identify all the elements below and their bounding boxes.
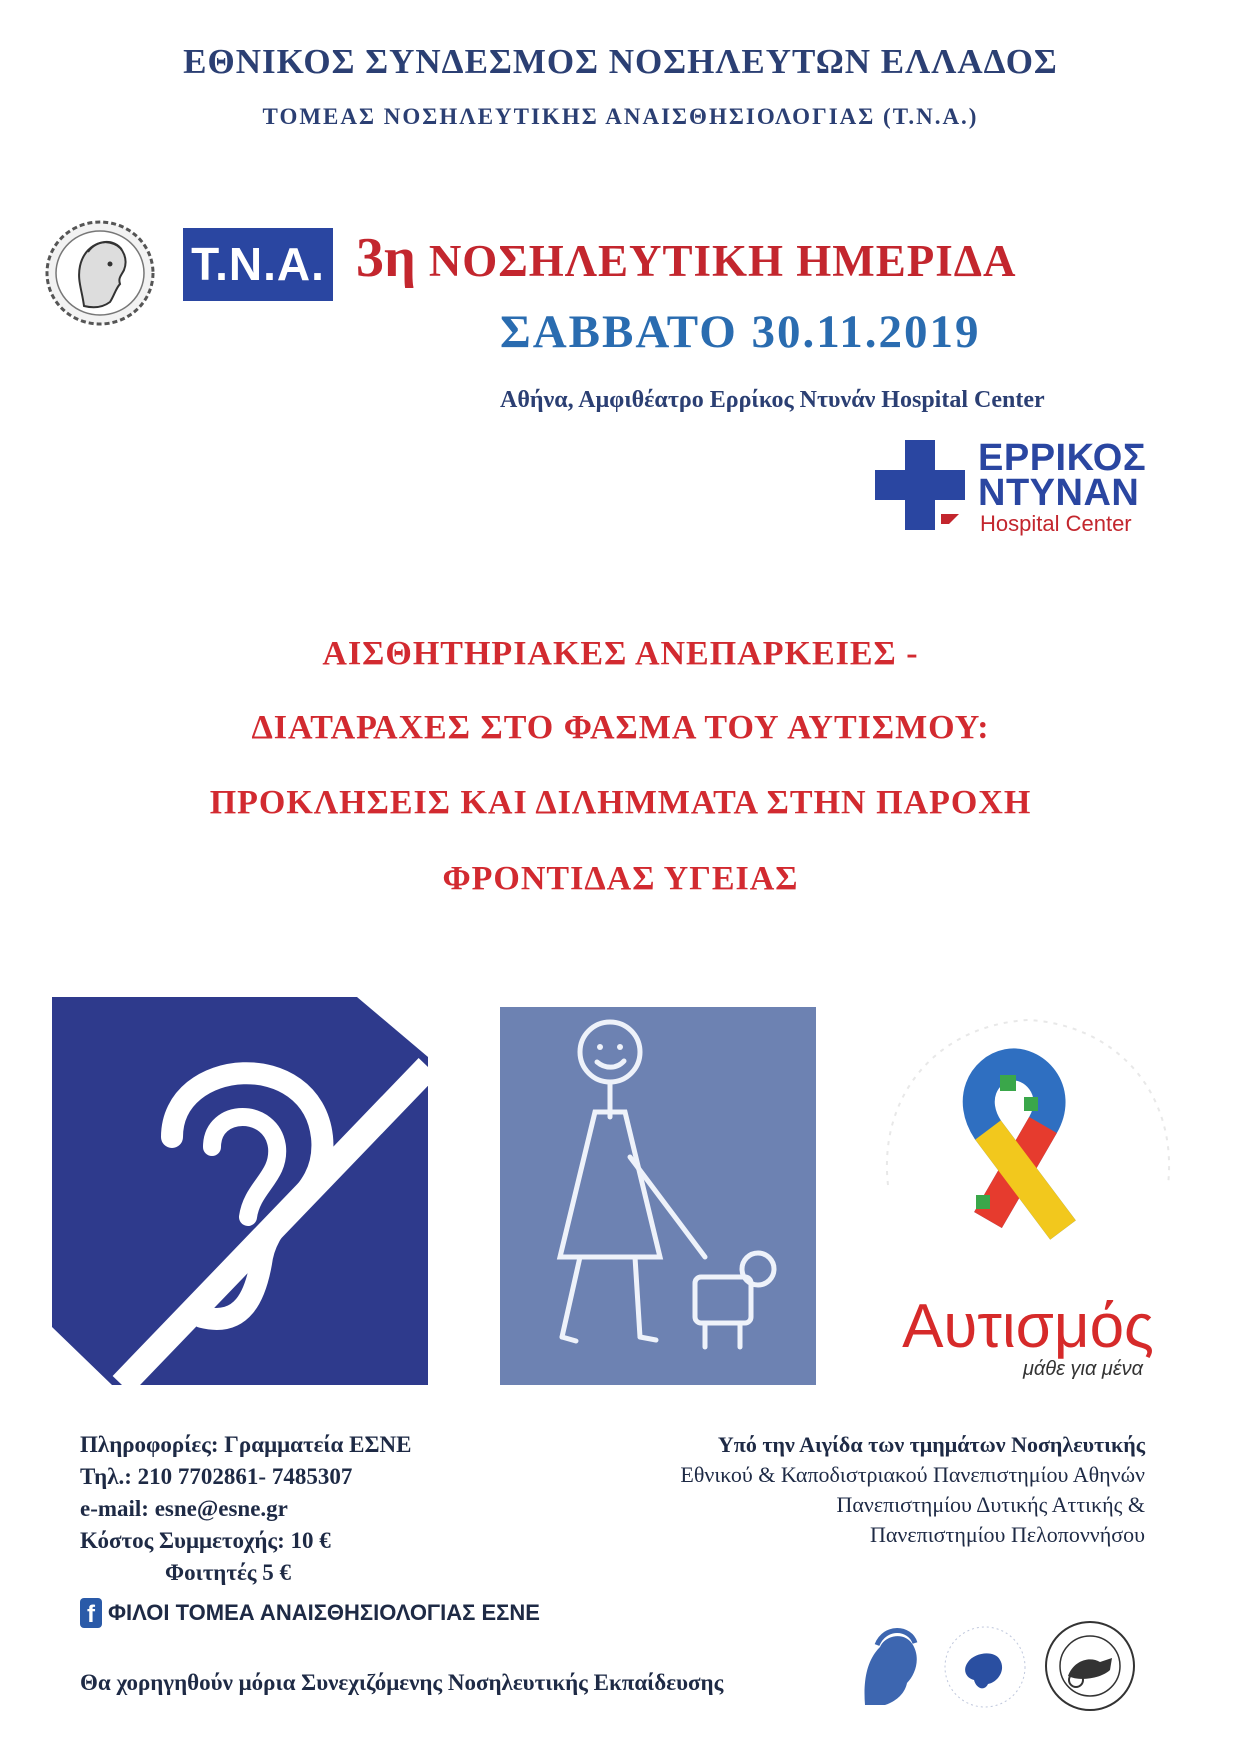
topic-line-3: ΠΡΟΚΛΗΣΕΙΣ ΚΑΙ ΔΙΛΗΜΜΑΤΑ ΣΤΗΝ ΠΑΡΟΧΗ [209, 784, 1032, 821]
info-email[interactable]: e-mail: esne@esne.gr [80, 1496, 288, 1521]
hospital-name-line2: ΝΤΥΝΑΝ [978, 472, 1140, 514]
patronage-line-2: Εθνικού & Καποδιστριακού Πανεπιστημίου Αθηνών [680, 1462, 1145, 1487]
info-student-fee: Φοιτητές 5 € [165, 1560, 291, 1585]
autism-word: Αυτισμός [902, 1292, 1154, 1361]
event-date: ΣΑΒΒΑΤΟ 30.11.2019 [500, 306, 981, 358]
patronage-line-1: Υπό την Αιγίδα των τμημάτων Νοσηλευτικής [717, 1432, 1145, 1457]
event-number: 3η [356, 227, 416, 289]
topic-line-2: ΔΙΑΤΑΡΑΧΕΣ ΣΤΟ ΦΑΣΜΑ ΤΟΥ ΑΥΤΙΣΜΟΥ: [251, 709, 990, 746]
event-title [356, 226, 1017, 290]
info-fee: Κόστος Συμμετοχής: 10 € [80, 1528, 331, 1553]
hospital-cross-icon [875, 440, 965, 530]
child-with-guide-dog-drawing [500, 1007, 816, 1385]
peloponnese-university-logo [1040, 1618, 1140, 1714]
autism-awareness-logo [848, 1005, 1208, 1385]
organization-name: ΕΘΝΙΚΟΣ ΣΥΝΔΕΣΜΟΣ ΝΟΣΗΛΕΥΤΩΝ ΕΛΛΑΔΟΣ [183, 42, 1058, 81]
event-venue: Αθήνα, Αμφιθέατρο Ερρίκος Ντυνάν Hospital Center [500, 387, 1045, 413]
event-title-text: ΝΟΣΗΛΕΥΤΙΚΗ ΗΜΕΡΙΔΑ [428, 236, 1017, 286]
patronage-line-3: Πανεπιστημίου Δυτικής Αττικής & [836, 1492, 1145, 1517]
credits-note: Θα χορηγηθούν μόρια Συνεχιζόμενης Νοσηλευτικής Εκπαίδευσης [80, 1670, 724, 1695]
tna-logo: T.N.A. [183, 228, 333, 301]
topic-line-1: ΑΙΣΘΗΤΗΡΙΑΚΕΣ ΑΝΕΠΑΡΚΕΙΕΣ - [322, 635, 919, 672]
autism-tagline: μάθε για μένα [1022, 1358, 1144, 1380]
facebook-group-link[interactable]: ΦΙΛΟΙ ΤΟΜΕΑ ΑΝΑΙΣΘΗΣΙΟΛΟΓΙΑΣ ΕΣΝΕ [108, 1600, 540, 1625]
topic-line-4: ΦΡΟΝΤΙΔΑΣ ΥΓΕΙΑΣ [442, 860, 799, 897]
hearing-impairment-icon [52, 997, 428, 1385]
division-name: ΤΟΜΕΑΣ ΝΟΣΗΛΕΥΤΙΚΗΣ ΑΝΑΙΣΘΗΣΙΟΛΟΓΙΑΣ (Τ.Ν.Α.) [262, 104, 979, 129]
hospital-name-line1: ΕΡΡΙΚΟΣ [978, 437, 1147, 479]
info-contact: Πληροφορίες: Γραμματεία ΕΣΝΕ [80, 1432, 412, 1457]
info-phone: Τηλ.: 210 7702861- 7485307 [80, 1464, 353, 1489]
hospital-name-line3: Hospital Center [980, 511, 1132, 536]
esne-seal-logo [44, 218, 156, 328]
patronage-line-4: Πανεπιστημίου Πελοποννήσου [870, 1522, 1145, 1547]
west-attica-university-logo [940, 1622, 1030, 1712]
facebook-icon[interactable]: f [80, 1598, 102, 1628]
athens-university-logo [855, 1625, 925, 1707]
